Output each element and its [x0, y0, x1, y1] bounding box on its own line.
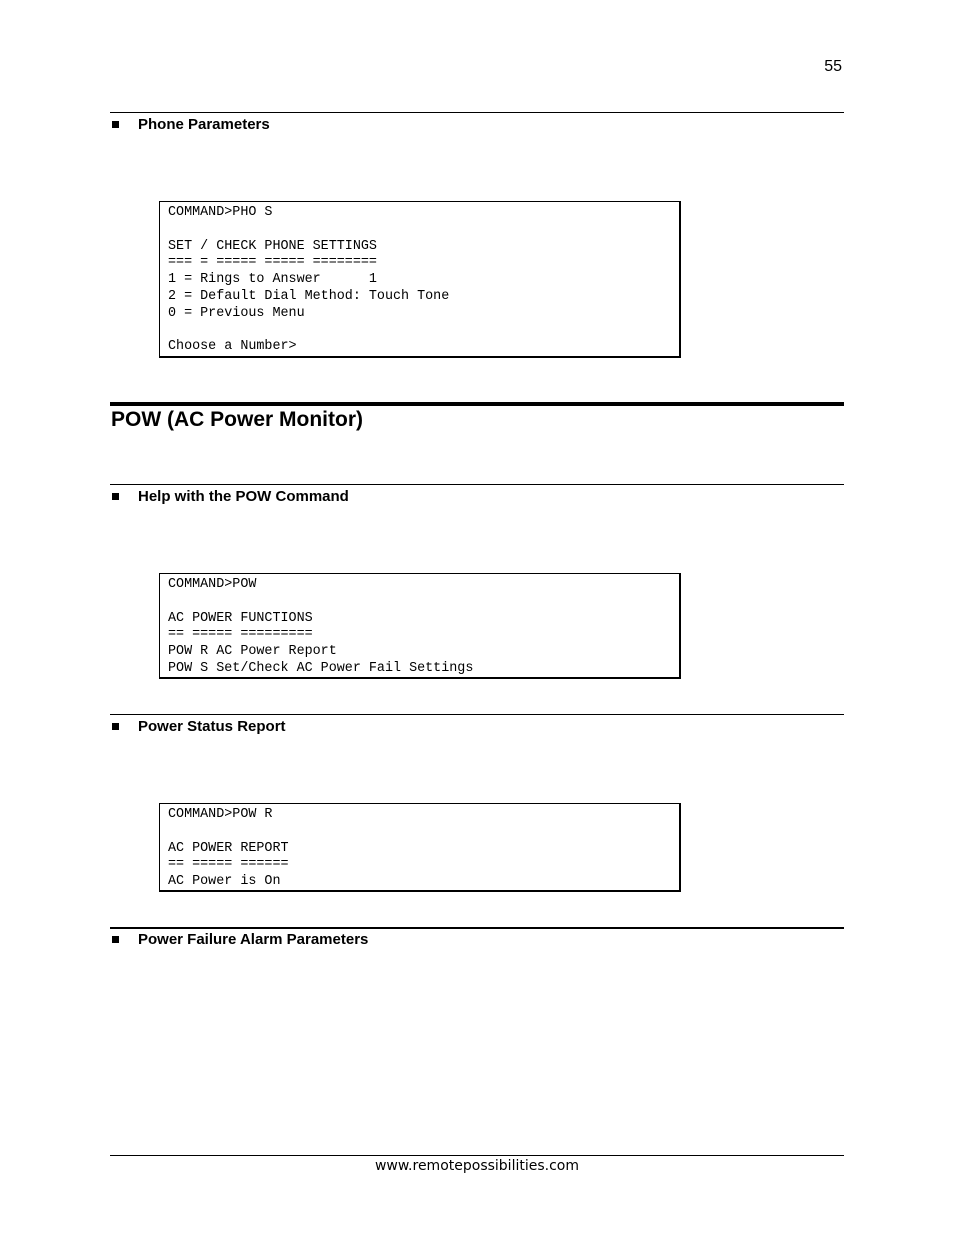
terminal-line: 1 = Rings to Answer 1 [168, 272, 377, 288]
footer-divider [110, 1155, 844, 1156]
section-divider [110, 927, 844, 929]
square-bullet-icon [112, 493, 119, 500]
section-divider [110, 112, 844, 113]
terminal-output-power-report [159, 803, 681, 892]
terminal-line: == ===== ====== [168, 857, 289, 873]
terminal-line: 0 = Previous Menu [168, 305, 305, 321]
section-heading-help-pow [112, 488, 349, 505]
page-number: 55 [824, 58, 842, 75]
section-heading-phone-parameters [112, 116, 270, 133]
terminal-output-phone-settings [159, 201, 681, 358]
section-heading-label: Power Status Report [138, 718, 286, 735]
terminal-line [168, 323, 679, 340]
terminal-line: POW S Set/Check AC Power Fail Settings [168, 660, 474, 676]
terminal-line: AC POWER REPORT [168, 840, 289, 856]
terminal-line: COMMAND>PHO S [168, 205, 273, 220]
terminal-line: == ===== ========= [168, 627, 313, 643]
square-bullet-icon [112, 936, 119, 943]
chapter-title: POW (AC Power Monitor) [111, 408, 363, 431]
section-heading-power-failure-alarm [112, 931, 368, 948]
terminal-line: === = ===== ===== ======== [168, 255, 377, 271]
terminal-line [168, 222, 679, 239]
terminal-output-pow-help [159, 573, 681, 679]
section-heading-label: Phone Parameters [138, 116, 270, 133]
terminal-line: POW R AC Power Report [168, 644, 337, 660]
terminal-line [168, 594, 679, 611]
section-divider [110, 484, 844, 485]
terminal-line: AC POWER FUNCTIONS [168, 610, 313, 626]
section-heading-label: Help with the POW Command [138, 488, 349, 505]
terminal-line: 2 = Default Dial Method: Touch Tone [168, 288, 450, 304]
terminal-line: Choose a Number> [168, 339, 297, 355]
section-heading-power-status-report [112, 718, 286, 735]
square-bullet-icon [112, 723, 119, 730]
terminal-line [168, 824, 679, 841]
terminal-line: AC Power is On [168, 874, 281, 890]
terminal-line: COMMAND>POW [168, 577, 257, 592]
section-heading-label: Power Failure Alarm Parameters [138, 931, 369, 948]
square-bullet-icon [112, 121, 119, 128]
terminal-line: SET / CHECK PHONE SETTINGS [168, 238, 377, 254]
section-divider [110, 714, 844, 715]
terminal-line: COMMAND>POW R [168, 807, 273, 822]
chapter-divider [110, 402, 844, 406]
footer-website-url: www.remotepossibilities.com [374, 1158, 579, 1174]
